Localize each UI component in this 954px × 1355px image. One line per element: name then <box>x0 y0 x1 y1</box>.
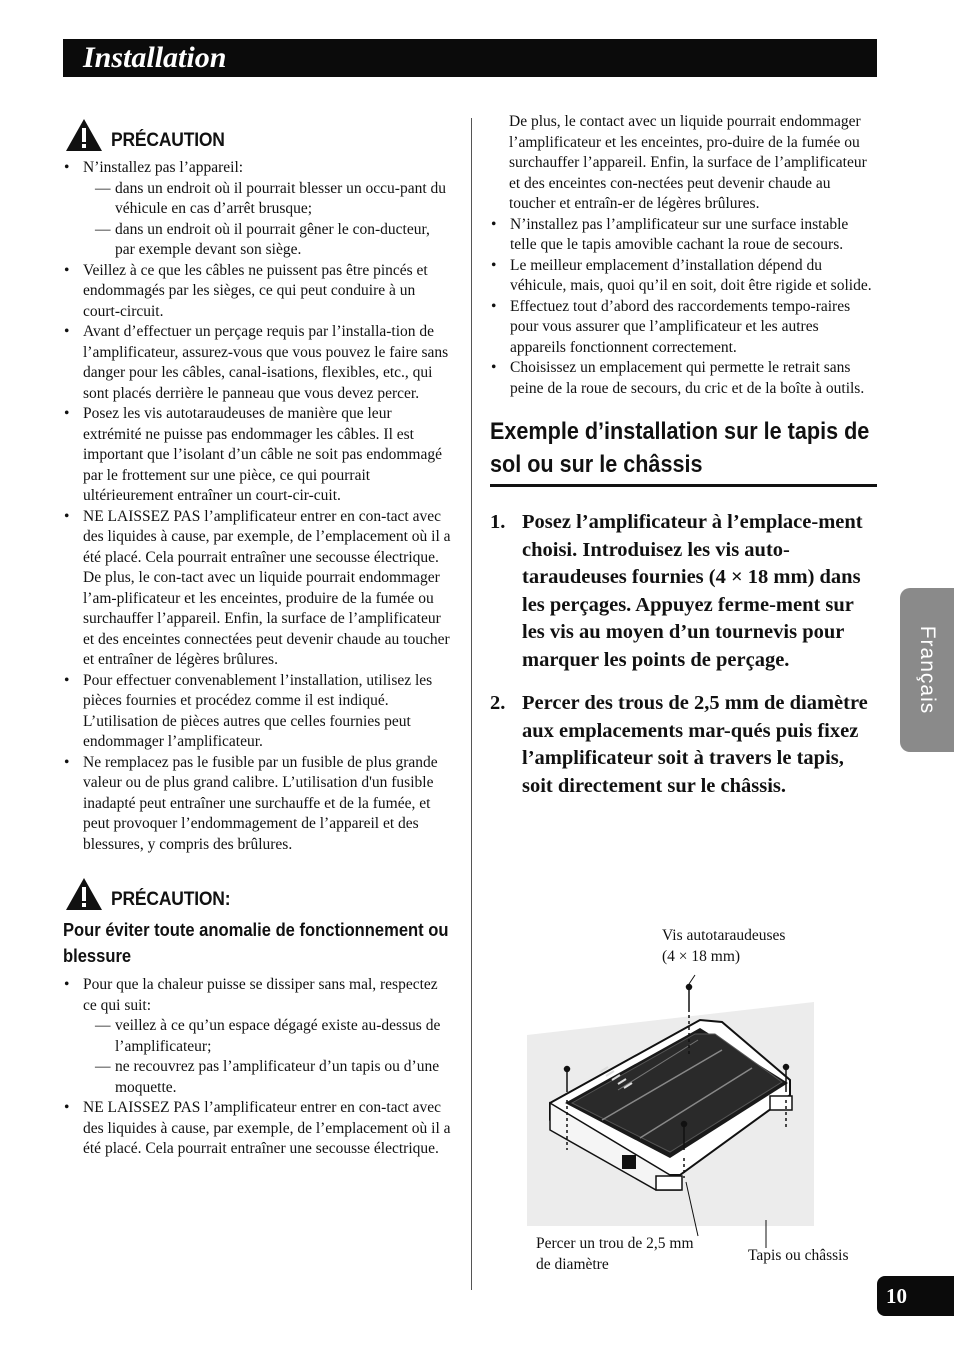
language-tab-label: Français <box>916 625 939 715</box>
list-item <box>63 975 453 1098</box>
caution-list <box>63 158 453 855</box>
continuation-paragraph: De plus, le contact avec un liquide pourrait endommager l’amplificateur et les enceintes, pro-duire de la fumée ou surchauffer l’appareil. Enfin, la surface de l’amplificateur et des enceintes con-nectées peut devenir chaude au toucher et entraîn-er de légères brûlures. <box>509 113 867 212</box>
page-number: 10 <box>877 1276 954 1316</box>
label-screws: Vis autotaraudeuses <box>662 927 786 944</box>
sub-item: — ne recouvrez pas l’amplificateur d’un tapis ou d’une moquette. <box>83 1057 453 1098</box>
list-item: • NE LAISSEZ PAS l’amplificateur entrer en con-tact avec des liquides à cause, par exemple, de l’emplacement où il a été placé. Cela pourrait entraîner une secousse électrique. <box>63 1098 453 1160</box>
caution-heading <box>65 118 453 152</box>
right-list <box>490 215 878 400</box>
column-divider <box>471 118 472 1290</box>
list-item: • Choisissez un emplacement qui permette le retrait sans peine de la roue de secours, du cric et de la boîte à outils. <box>490 358 878 399</box>
label-mat: Tapis ou châssis <box>748 1247 849 1264</box>
step-number: 1. <box>490 511 506 533</box>
warning-icon <box>65 118 103 152</box>
step-text: Posez l’amplificateur à l’emplace-ment choisi. Introduisez les vis auto-taraudeuses fournies (4 × 18 mm) dans les perçages. Appuyez ferme-ment sur les vis au moyen d’un tournevis pour marquer les points de perçage. <box>522 511 863 671</box>
label-hole-diameter: de diamètre <box>536 1256 609 1273</box>
list-item: • NE LAISSEZ PAS l’amplificateur entrer en con-tact avec des liquides à cause, par exemple, de l’emplacement où il a été placé. Cela pourrait entraîner une secousse électrique. De plus, le con-tact avec un liquide pourrait endommager l’am-plificateur et les enceintes, produire de la fumée ou surchauffer l’appareil. Enfin, la surface de l’amplificateur et des enceintes connectées peut devenir chaude au toucher et entraîner de légères brûlures. <box>63 507 453 671</box>
step <box>490 690 878 800</box>
list-item: • Avant d’effectuer un perçage requis par l’installa-tion de l’amplificateur, assurez-vous que vous pouvez le faire sans danger pour les câbles, canal-isations, flexibles, etc., qui sont placés derrière le panneau que vous devez percer. <box>63 322 453 404</box>
caution-title: PRÉCAUTION <box>111 130 225 151</box>
sub-item: — veillez à ce qu’un espace dégagé existe au-dessus de l’amplificateur; <box>83 1016 453 1057</box>
list-item <box>63 158 453 261</box>
language-tab <box>900 588 954 752</box>
list-item: • Posez les vis autotaraudeuses de manière que leur extrémité ne puisse pas endommager les câbles. Il est important que l’isolant d’un câble ne soit pas endommagé par le frottement sur une pièce, ce qui pourrait ultérieurement entraîner un court-cir-cuit. <box>63 404 453 507</box>
caution-subtitle: Pour éviter toute anomalie de fonctionnement ou blessure <box>63 920 449 966</box>
page-title: Installation <box>83 41 227 74</box>
sub-item: — dans un endroit où il pourrait gêner le con-ducteur, par exemple devant son siège. <box>83 220 453 261</box>
sub-item: — dans un endroit où il pourrait blesser un occu-pant du véhicule en cas d’arrêt brusque; <box>83 179 453 220</box>
step-text: Percer des trous de 2,5 mm de diamètre aux emplacements mar-qués puis fixez l’amplificateur soit à travers le tapis, soit directement sur le châssis. <box>522 692 868 797</box>
header-bar <box>63 39 877 77</box>
step-number: 2. <box>490 692 506 714</box>
caution-heading-2 <box>65 877 453 911</box>
list-item-text: Pour que la chaleur puisse se dissiper sans mal, respectez ce qui suit: <box>83 976 438 1014</box>
warning-icon <box>65 877 103 911</box>
steps <box>490 509 878 800</box>
list-item: • Le meilleur emplacement d’installation dépend du véhicule, mais, quoi qu’il en soit, doit être rigide et solide. <box>490 256 878 297</box>
list-item: • Effectuez tout d’abord des raccordements tempo-raires pour vous assurer que l’amplificateur et les autres appareils fonctionnent correctement. <box>490 297 878 359</box>
left-column <box>63 118 453 1160</box>
section-title: Exemple d’installation sur le tapis de sol ou sur le châssis <box>490 415 877 487</box>
list-item: • N’installez pas l’amplificateur sur une surface instable telle que le tapis amovible cachant la roue de secours. <box>490 215 878 256</box>
caution-title-2: PRÉCAUTION: <box>111 889 231 910</box>
label-hole: Percer un trou de 2,5 mm <box>536 1235 694 1252</box>
list-item: • Veillez à ce que les câbles ne puissent pas être pincés et endommagés par les sièges, ce qui peut conduire à un court-circuit. <box>63 261 453 323</box>
step <box>490 509 878 674</box>
installation-figure <box>490 920 890 1280</box>
amplifier-illustration <box>490 920 890 1280</box>
caution-list-2 <box>63 975 453 1160</box>
list-item: • Ne remplacez pas le fusible par un fusible de plus grande valeur ou de plus grand calibre. L’utilisation d'un fusible inadapté peut entraîner une surchauffe et de la fumée, et peut provoquer l’endommagement de l’appareil et des blessures, y compris des brûlures. <box>63 753 453 856</box>
list-item: • Pour effectuer convenablement l’installation, utilisez les pièces fournies et procédez comme il est indiqué. L’utilisation de pièces autres que celles fournies peut endommager l’amplificateur. <box>63 671 453 753</box>
list-item-text: N’installez pas l’appareil: <box>83 159 244 176</box>
label-screws-size: (4 × 18 mm) <box>662 948 741 965</box>
right-column <box>490 112 878 816</box>
